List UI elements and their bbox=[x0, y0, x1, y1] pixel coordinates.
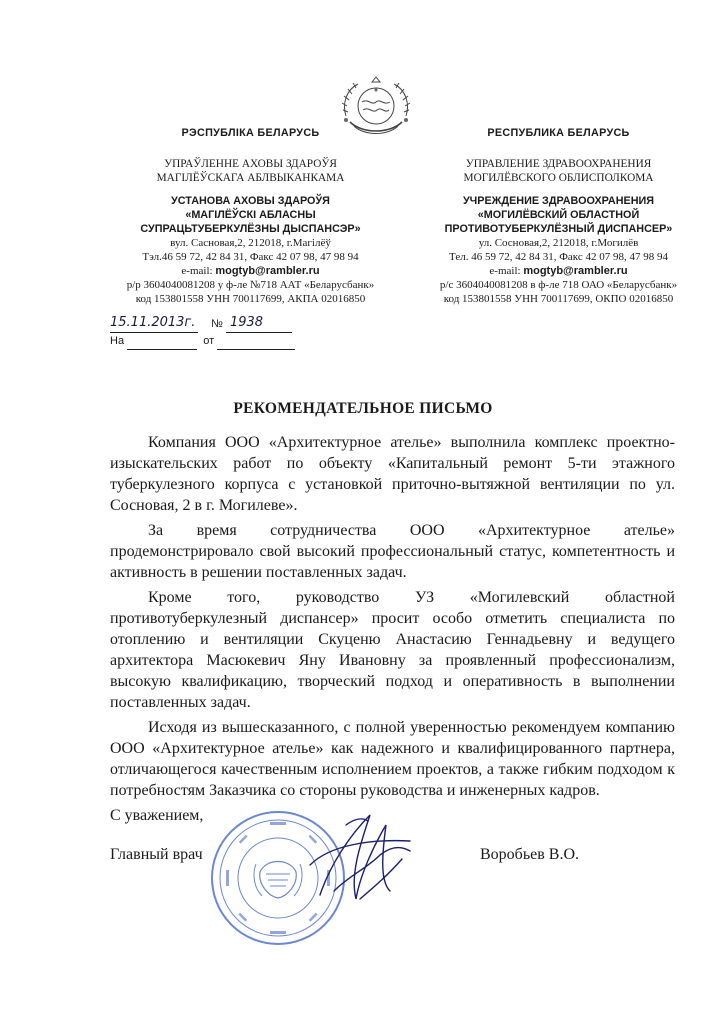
letter-title: РЕКОМЕНДАТЕЛЬНОЕ ПИСЬМО bbox=[233, 400, 493, 417]
codes-ru: код 153801558 УНН 700117699, ОКПО 02016850 bbox=[443, 293, 674, 305]
organization-be bbox=[98, 194, 403, 236]
handwritten-signature-icon bbox=[290, 795, 430, 915]
number-label: № bbox=[211, 318, 223, 330]
paragraph-2: За время сотрудничества ООО «Архитектурное ателье» продемонстрировало свой высокий профессиональный статус, компетентность и активность в решении поставленных задач. bbox=[110, 522, 675, 581]
phones-ru: Тел. 46 59 72, 42 84 31, Факс 42 07 98, 47 98 94 bbox=[449, 251, 668, 263]
organization-line-3: ПРОТИВОТУБЕРКУЛЁЗНЫЙ ДИСПАНСЕР» bbox=[444, 223, 673, 235]
email-address: mogtyb@rambler.ru bbox=[215, 265, 320, 277]
country-name-be: РЭСПУБЛІКА БЕЛАРУСЬ bbox=[181, 127, 320, 139]
registration-line-incoming bbox=[110, 333, 295, 350]
email-address: mogtyb@rambler.ru bbox=[523, 265, 628, 277]
department-line-1: УПРАВЛЕНИЕ ЗДРАВООХРАНЕНИЯ bbox=[465, 158, 652, 170]
ot-label: от bbox=[203, 335, 215, 347]
registration-line-outgoing bbox=[110, 314, 295, 333]
organization-ru bbox=[406, 194, 711, 236]
address-ru: ул. Сосновая,2, 212018, г.Могилёв bbox=[478, 237, 639, 249]
outgoing-number: 1938 bbox=[229, 315, 264, 330]
email-ru bbox=[406, 264, 711, 278]
na-label: На bbox=[110, 335, 125, 347]
signer-name: Воробьев В.О. bbox=[480, 846, 579, 863]
number-field bbox=[226, 314, 292, 333]
paragraph-4: Исходя из вышесказанного, с полной уверенностью рекомендуем компанию ООО «Архитектурное ателье» как надежного и квалифицированного партнера, отличающегося качественным исполнением проектов, а также гибким подходом к потребностям Заказчика со стороны руководства и инженерных кадров. bbox=[110, 719, 675, 799]
bank-ru: р/с 3604040081208 в ф-ле 718 ОАО «Беларусбанк» bbox=[439, 279, 678, 291]
outgoing-date: 15.11.2013г. bbox=[110, 315, 196, 330]
codes-be: код 153801558 УНН 700117699, АКПА 02016850 bbox=[135, 293, 366, 305]
header-left-belarusian bbox=[98, 120, 403, 306]
incoming-date-field bbox=[217, 349, 295, 350]
organization-line-2: «МОГИЛЁВСКИЙ ОБЛАСТНОЙ bbox=[477, 209, 640, 221]
department-line-2: МОГИЛЁВСКОГО ОБЛИСПОЛКОМА bbox=[463, 172, 654, 184]
address-be: вул. Сасновая,2, 212018, г.Магілёў bbox=[170, 237, 331, 249]
bank-be: р/р 3604040081208 у ф-ле №718 ААТ «Беларусбанк» bbox=[126, 279, 375, 291]
department-line-1: УПРАЎЛЕННЕ АХОВЫ ЗДАРОЎЯ bbox=[164, 158, 337, 170]
email-label: e-mail: bbox=[489, 265, 524, 277]
letter-body bbox=[110, 432, 675, 805]
department-be bbox=[98, 157, 403, 185]
department-line-2: МАГІЛЁЎСКАГА АБЛВЫКАНКАМА bbox=[156, 172, 345, 184]
country-name-ru: РЕСПУБЛИКА БЕЛАРУСЬ bbox=[487, 127, 630, 139]
phones-be: Тэл.46 59 72, 42 84 31, Факс 42 07 98, 47 98 94 bbox=[142, 251, 359, 263]
email-label: e-mail: bbox=[181, 265, 216, 277]
paragraph-1: Компания ООО «Архитектурное ателье» выполнила комплекс проектно-изыскательских работ по объекту «Капитальный ремонт 5-ти этажного туберкулезного корпуса с установкой приточно-вытяжной вентиляции по ул. Сосновая, 2 в г. Могилеве». bbox=[110, 434, 675, 514]
organization-line-3: СУПРАЦЬТУБЕРКУЛЁЗНЫ ДЫСПАНСЭР» bbox=[140, 223, 361, 235]
header-right-russian bbox=[406, 120, 711, 306]
department-ru bbox=[406, 157, 711, 185]
incoming-number-field bbox=[127, 349, 197, 350]
email-be bbox=[98, 264, 403, 278]
signer-position: Главный врач bbox=[110, 846, 203, 863]
organization-line-1: УСТАНОВА АХОВЫ ЗДАРОЎЯ bbox=[171, 195, 330, 207]
organization-line-1: УЧРЕЖДЕНИЕ ЗДРАВООХРАНЕНИЯ bbox=[462, 195, 655, 207]
paragraph-3: Кроме того, руководство УЗ «Могилевский областной противотуберкулезный диспансер» просит особо отметить специалиста по отоплению и вентиляции Скуценю Анастасию Геннадьевну и ведущего архитектора Масюкевич Яну Ивановну за проявленный профессионализм, высокую квалификацию, творческий подход и оперативность в выполнении поставленных задач. bbox=[110, 589, 675, 711]
registration-block bbox=[110, 314, 295, 350]
date-field bbox=[110, 314, 198, 333]
organization-line-2: «МАГІЛЁЎСКІ АБЛАСНЫ bbox=[185, 209, 316, 221]
closing-phrase: С уважением, bbox=[110, 807, 204, 824]
